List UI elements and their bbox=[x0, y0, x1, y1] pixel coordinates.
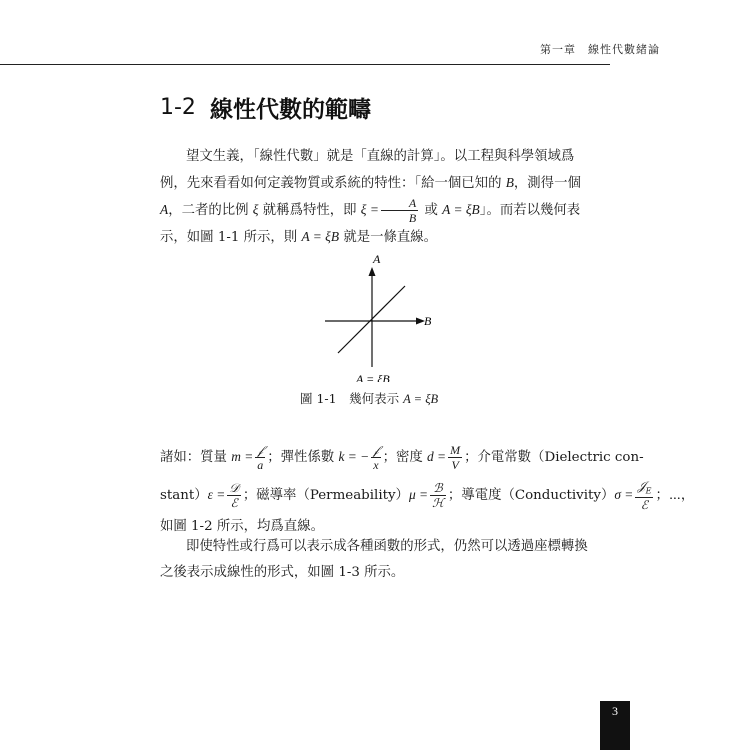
p1-text-7: 就是一條直線。 bbox=[339, 230, 438, 245]
conductivity-numerator bbox=[635, 480, 653, 497]
spring-fraction bbox=[371, 444, 380, 471]
conductivity-numerator-sub: E bbox=[645, 486, 652, 496]
p2-line-3: 如圖 1-2 所示，均爲直線。 bbox=[160, 519, 324, 534]
permittivity-denominator: ℰ bbox=[230, 496, 238, 510]
density-fraction bbox=[448, 444, 462, 471]
p2-text-8: ；⋯， bbox=[655, 488, 695, 503]
permeability-numerator: ℬ bbox=[430, 482, 446, 496]
p1-var-xi: ξ bbox=[252, 202, 259, 217]
permittivity-numerator: 𝒟 bbox=[229, 481, 239, 495]
p2-text-4: ；介電常數（Dielectric con- bbox=[464, 450, 644, 465]
spring-denominator: x bbox=[373, 458, 379, 472]
figure-1-1 bbox=[300, 252, 450, 382]
density-numerator: M bbox=[450, 443, 461, 457]
p1-text-2: ，測得一個 bbox=[513, 176, 581, 191]
p2-text-6: ；磁導率（Permeability） bbox=[242, 488, 409, 503]
permeability-denominator: ℋ bbox=[432, 496, 444, 510]
x-axis-label: B bbox=[424, 314, 432, 328]
p1-text-4: 就稱爲特性，即 bbox=[258, 203, 361, 218]
mass-numerator: 𝒻 bbox=[255, 444, 265, 458]
p2-text-5: stant） bbox=[160, 488, 208, 503]
page-number: 3 bbox=[612, 704, 618, 718]
section-heading bbox=[160, 92, 371, 122]
y-axis-arrow bbox=[369, 267, 376, 276]
paragraph-3: 即使特性或行爲可以表示成各種函數的形式，仍然可以透過座標轉換之後表示成線性的形式，如圖 1-3 所示。 bbox=[160, 539, 588, 580]
spring-lhs: k = − bbox=[338, 449, 370, 464]
p1-var-a: A bbox=[160, 202, 169, 217]
p1-text-3: ，二者的比例 bbox=[168, 203, 253, 218]
mass-lhs: m = bbox=[231, 449, 254, 464]
eq1-fraction bbox=[381, 197, 418, 224]
spring-numerator: 𝒻 bbox=[373, 443, 379, 457]
paragraph-2 bbox=[160, 438, 695, 540]
eq1-denominator: B bbox=[408, 211, 417, 225]
eq3: A = ξB bbox=[301, 229, 340, 244]
p2-text-7: ；導電度（Conductivity） bbox=[447, 488, 615, 503]
section-title: 線性代數的範疇 bbox=[209, 95, 371, 123]
p2-text-1: 諸如：質量 bbox=[160, 450, 232, 465]
section-number: 1-2 bbox=[160, 94, 196, 120]
eq1-numerator: A bbox=[381, 197, 418, 211]
density-denominator: V bbox=[451, 458, 459, 472]
header-rule bbox=[0, 64, 610, 65]
density-lhs: d = bbox=[427, 449, 447, 464]
eq2: A = ξB bbox=[442, 202, 480, 217]
permittivity-fraction bbox=[227, 482, 241, 509]
conductivity-denominator: ℰ bbox=[640, 497, 649, 512]
caption-equation: A = ξB bbox=[403, 392, 439, 406]
conductivity-fraction bbox=[635, 480, 653, 510]
conductivity-numerator-symbol: 𝒥 bbox=[637, 479, 646, 494]
mass-denominator: a bbox=[257, 458, 264, 472]
p1-text-1: 望文生義，「線性代數」就是「直線的計算」。以工程與科學領域爲例，先來看看如何定義物質或系統的特性：「給一個已知的 bbox=[160, 149, 575, 191]
caption-number: 圖 1-1 bbox=[300, 391, 337, 406]
mass-fraction bbox=[255, 444, 265, 471]
conductivity-lhs: σ = bbox=[614, 487, 634, 502]
p1-text-5: 或 bbox=[420, 203, 443, 218]
line-label: A = ξB bbox=[356, 372, 390, 382]
eq1-lhs: ξ = bbox=[360, 202, 379, 217]
permittivity-lhs: ε = bbox=[207, 487, 226, 502]
figure-axes-diagram bbox=[300, 252, 450, 382]
p2-text-2: ；彈性係數 bbox=[267, 450, 339, 465]
caption-text: 幾何表示 bbox=[349, 391, 404, 406]
y-axis-label: A bbox=[373, 252, 381, 266]
p1-var-b: B bbox=[505, 175, 514, 190]
permeability-lhs: μ = bbox=[408, 487, 429, 502]
paragraph-1 bbox=[160, 144, 600, 251]
running-header: 第一章 線性代數緒論 bbox=[540, 43, 660, 56]
p1-text-6: 」。而若以幾何表示，如圖 1-1 所示，則 bbox=[160, 203, 581, 245]
p2-line-1 bbox=[160, 438, 644, 476]
p2-line-2 bbox=[160, 476, 695, 514]
figure-caption bbox=[300, 389, 460, 407]
permeability-fraction bbox=[430, 482, 446, 509]
p2-text-3: ；密度 bbox=[382, 450, 428, 465]
